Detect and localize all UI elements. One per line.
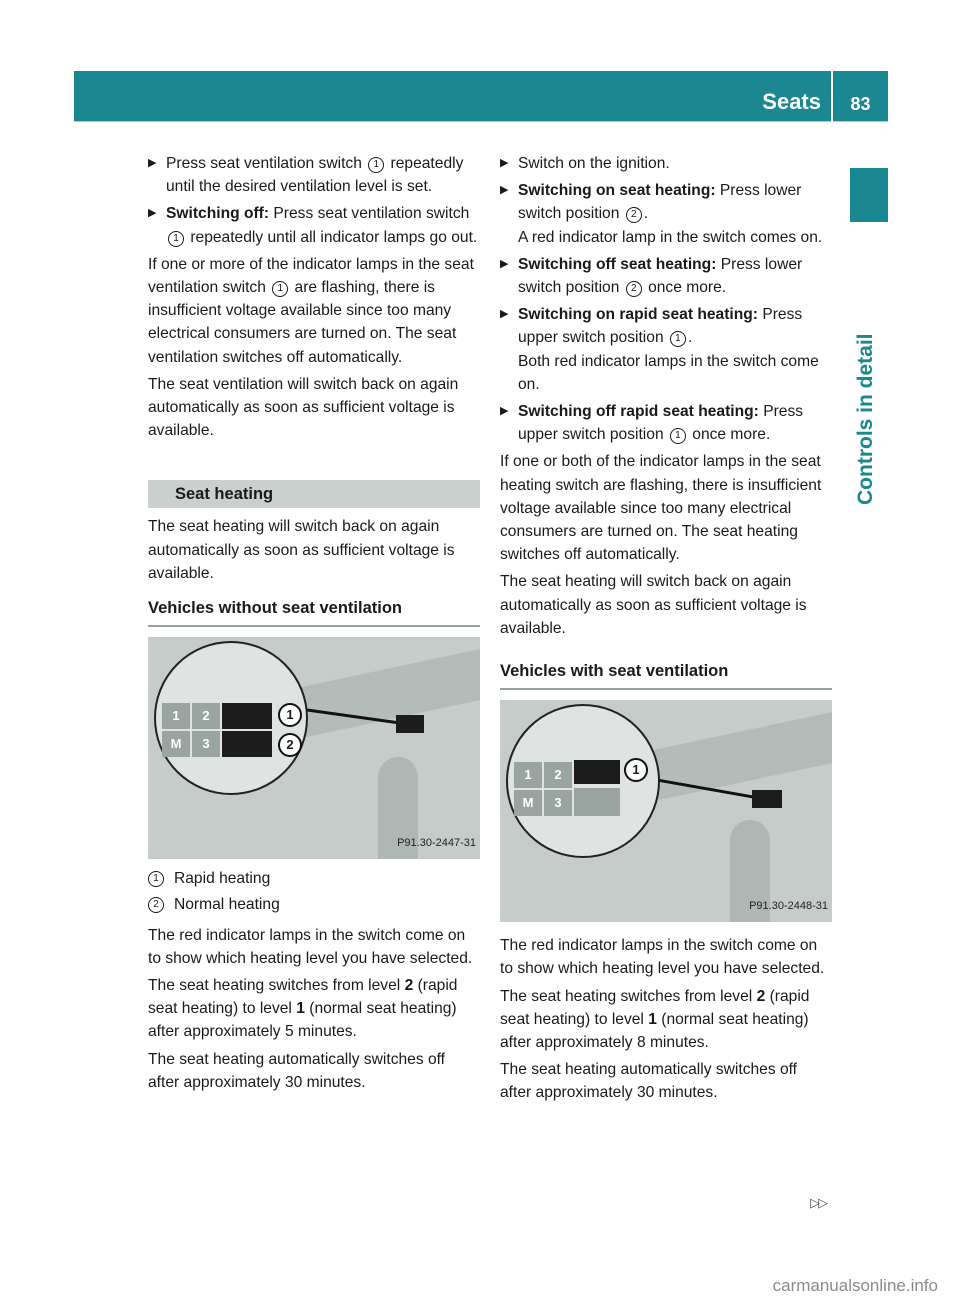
legend-item: 1 Rapid heating [148, 867, 480, 890]
callout-ref: 1 [168, 231, 184, 247]
paragraph: The seat heating will switch back on again automatically as soon as sufficient voltage is available. [500, 573, 807, 637]
callout-ref: 1 [272, 281, 288, 297]
instruction-bullet: ▶ Switching on seat heating: Press lower switch position 2 . A red indicator lamp in the switch comes on. [500, 179, 832, 249]
left-column [148, 152, 480, 1098]
side-tab-label: Controls in detail [854, 333, 877, 505]
paragraph: If one or more of the indicator lamps in the seat ventilation switch 1 are flashing, there is insufficient voltage available since too many electrical consumers are turned on. The seat ventilation switches off automatically. [148, 255, 474, 366]
chapter-title: Seats [762, 89, 821, 114]
legend-item: 2 Normal heating [148, 893, 480, 916]
page-header [74, 71, 888, 121]
paragraph: The red indicator lamps in the switch come on to show which heating level you have selected. [500, 937, 825, 978]
memory-button-1: 1 [162, 703, 190, 729]
paragraph: The seat ventilation will switch back on again automatically as soon as sufficient voltage is available. [148, 375, 459, 440]
section-heading: Seat heating [148, 480, 480, 508]
door-trim [295, 647, 480, 737]
instruction-bullet: ▶ Switch on the ignition. [500, 152, 832, 175]
memory-button-3: 3 [192, 731, 220, 757]
seat-heating-lower-switch [222, 731, 272, 757]
seat-heating-switch [574, 760, 620, 784]
side-tab-marker [850, 168, 888, 222]
paragraph: The red indicator lamps in the switch come on to show which heating level you have selected. [148, 926, 473, 967]
paragraph: The seat heating switches from level 2 (rapid seat heating) to level 1 (normal seat heating) after approximately 8 minutes. [500, 987, 810, 1052]
seat-heating-upper-switch [222, 703, 272, 729]
instruction-bullet: ▶ Press seat ventilation switch 1 repeatedly until the desired ventilation level is set. [148, 152, 480, 198]
door-switch [396, 715, 424, 733]
callout-1: 1 [624, 758, 648, 782]
bullet-arrow-icon: ▶ [500, 157, 509, 169]
header-title-bar [74, 71, 831, 122]
page-number: 83 [850, 94, 871, 114]
paragraph: The seat heating will switch back on again automatically as soon as sufficient voltage is available. [148, 518, 455, 582]
memory-button-2: 2 [544, 762, 572, 788]
callout-2: 2 [278, 733, 302, 757]
memory-button-1: 1 [514, 762, 542, 788]
paragraph: The seat heating automatically switches off after approximately 30 minutes. [148, 1050, 446, 1091]
instruction-bullet: ▶ Switching off seat heating: Press lower switch position 2 once more. [500, 253, 832, 299]
bullet-arrow-icon: ▶ [500, 257, 509, 270]
door-switch [752, 790, 782, 808]
door-trim [647, 710, 832, 800]
memory-button-3: 3 [544, 790, 572, 816]
seat-switch-illustration [148, 637, 480, 859]
instruction-bullet: ▶ Switching on rapid seat heating: Press upper switch position 1 . Both red indicator lamps in the switch come on. [500, 303, 832, 396]
subheading: Vehicles without seat ventilation [148, 597, 480, 627]
memory-button-2: 2 [192, 703, 220, 729]
bullet-arrow-icon: ▶ [500, 308, 509, 321]
figure-code: P91.30-2448-31 [749, 900, 828, 913]
continue-arrows-icon: ▷▷ [810, 1195, 826, 1210]
bullet-arrow-icon: ▶ [148, 207, 157, 220]
paragraph: The seat heating switches from level 2 (rapid seat heating) to level 1 (normal seat heating) after approximately 5 minutes. [148, 977, 458, 1041]
memory-button-m: M [514, 790, 542, 816]
instruction-bullet: ▶ Switching off: Press seat ventilation switch 1 repeatedly until all indicator lamps go out. [148, 202, 480, 248]
paragraph: If one or both of the indicator lamps in the seat heating switch are flashing, there is insufficient voltage available since too many electrical consumers are turned on. The seat heating switches off automatically. [500, 453, 822, 564]
right-column [500, 152, 832, 1109]
instruction-bullet: ▶ Switching off rapid seat heating: Press upper switch position 1 once more. [500, 400, 832, 446]
callout-1: 1 [278, 703, 302, 727]
seat-ventilation-switch [574, 788, 620, 816]
magnifier-lens [154, 641, 308, 795]
watermark: carmanualsonline.info [772, 1276, 938, 1295]
figure-code: P91.30-2447-31 [397, 837, 476, 850]
seat-switch-illustration [500, 700, 832, 922]
magnifier-lens [506, 704, 660, 858]
page-number-box [833, 71, 888, 122]
subheading: Vehicles with seat ventilation [500, 660, 832, 690]
paragraph: The seat heating automatically switches off after approximately 30 minutes. [500, 1061, 798, 1102]
callout-ref: 1 [368, 157, 384, 173]
bullet-arrow-icon: ▶ [500, 184, 509, 197]
memory-button-m: M [162, 731, 190, 757]
bullet-arrow-icon: ▶ [148, 157, 157, 169]
bullet-arrow-icon: ▶ [500, 405, 509, 418]
